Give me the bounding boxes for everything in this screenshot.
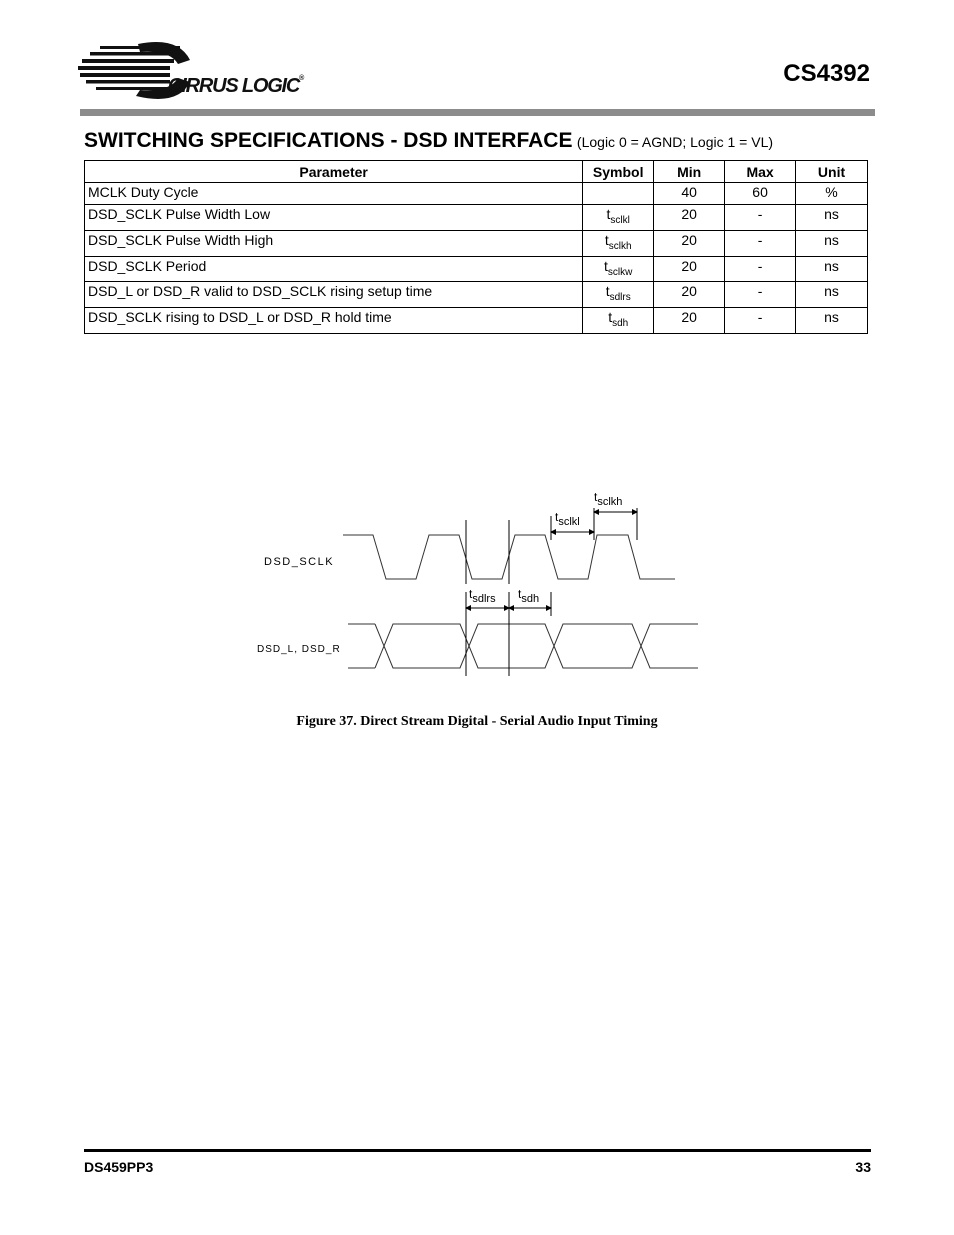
- cell-min: 20: [654, 308, 725, 334]
- page-number: 33: [855, 1159, 871, 1175]
- table-row: [85, 205, 868, 231]
- cell-max: -: [725, 230, 796, 256]
- switching-spec-table: [84, 160, 868, 334]
- cell-max: 60: [725, 183, 796, 205]
- table-header-row: [85, 161, 868, 183]
- header-rule: [80, 109, 875, 116]
- table-row: [85, 183, 868, 205]
- figure-caption: Figure 37. Direct Stream Digital - Serial Audio Input Timing: [296, 714, 658, 729]
- cell-min: 40: [654, 183, 725, 205]
- table-row: [85, 230, 868, 256]
- cell-parameter: DSD_SCLK rising to DSD_L or DSD_R hold time: [85, 308, 583, 334]
- part-number: CS4392: [783, 60, 870, 87]
- dsd-timing-diagram: [240, 480, 720, 680]
- cell-min: 20: [654, 205, 725, 231]
- cell-unit: ns: [796, 205, 868, 231]
- label-tsdlrs: tsdlrs: [469, 587, 496, 605]
- cell-unit: ns: [796, 230, 868, 256]
- cell-unit: %: [796, 183, 868, 205]
- col-header-unit: Unit: [796, 161, 868, 183]
- table-row: [85, 282, 868, 308]
- cell-unit: ns: [796, 256, 868, 282]
- table-row: [85, 308, 868, 334]
- document-id: DS459PP3: [84, 1159, 154, 1175]
- cell-symbol: $t_{sclkl}$: [583, 205, 654, 231]
- col-header-min: Min: [654, 161, 725, 183]
- cell-symbol: $t_{sdh}$: [583, 308, 654, 334]
- cell-symbol: $t_{sclkh}$: [583, 230, 654, 256]
- label-tsdh: tsdh: [518, 587, 540, 605]
- col-header-symbol: Symbol: [583, 161, 654, 183]
- col-header-max: Max: [725, 161, 796, 183]
- logo-wordmark: CIRRUS LOGIC®: [168, 75, 304, 97]
- cell-parameter: DSD_SCLK Pulse Width High: [85, 230, 583, 256]
- cell-symbol: [583, 183, 654, 205]
- section-title: [84, 129, 773, 153]
- cell-parameter: DSD_SCLK Pulse Width Low: [85, 205, 583, 231]
- signal-label-data: DSD_L, DSD_R: [257, 644, 341, 655]
- cell-min: 20: [654, 282, 725, 308]
- cell-symbol: $t_{sdlrs}$: [583, 282, 654, 308]
- cell-max: -: [725, 205, 796, 231]
- cell-parameter: MCLK Duty Cycle: [85, 183, 583, 205]
- cell-parameter: DSD_SCLK Period: [85, 256, 583, 282]
- section-condition: (Logic 0 = AGND; Logic 1 = VL): [576, 134, 774, 150]
- table-row: [85, 256, 868, 282]
- data-waveform: [348, 624, 698, 668]
- cell-unit: ns: [796, 282, 868, 308]
- cell-max: -: [725, 256, 796, 282]
- signal-label-clock: DSD_SCLK: [264, 556, 335, 568]
- col-header-parameter: Parameter: [85, 161, 583, 183]
- cell-min: 20: [654, 256, 725, 282]
- section-title-main: SWITCHING SPECIFICATIONS - DSD INTERFACE: [84, 129, 573, 152]
- cell-max: -: [725, 282, 796, 308]
- cell-min: 20: [654, 230, 725, 256]
- cell-symbol: $t_{sclkw}$: [583, 256, 654, 282]
- cell-parameter: DSD_L or DSD_R valid to DSD_SCLK rising setup time: [85, 282, 583, 308]
- cell-unit: ns: [796, 308, 868, 334]
- cell-max: -: [725, 308, 796, 334]
- footer-rule: [84, 1149, 871, 1152]
- label-tsclkl: tsclkl: [555, 510, 580, 528]
- label-tsclkh: tsclkh: [594, 490, 623, 508]
